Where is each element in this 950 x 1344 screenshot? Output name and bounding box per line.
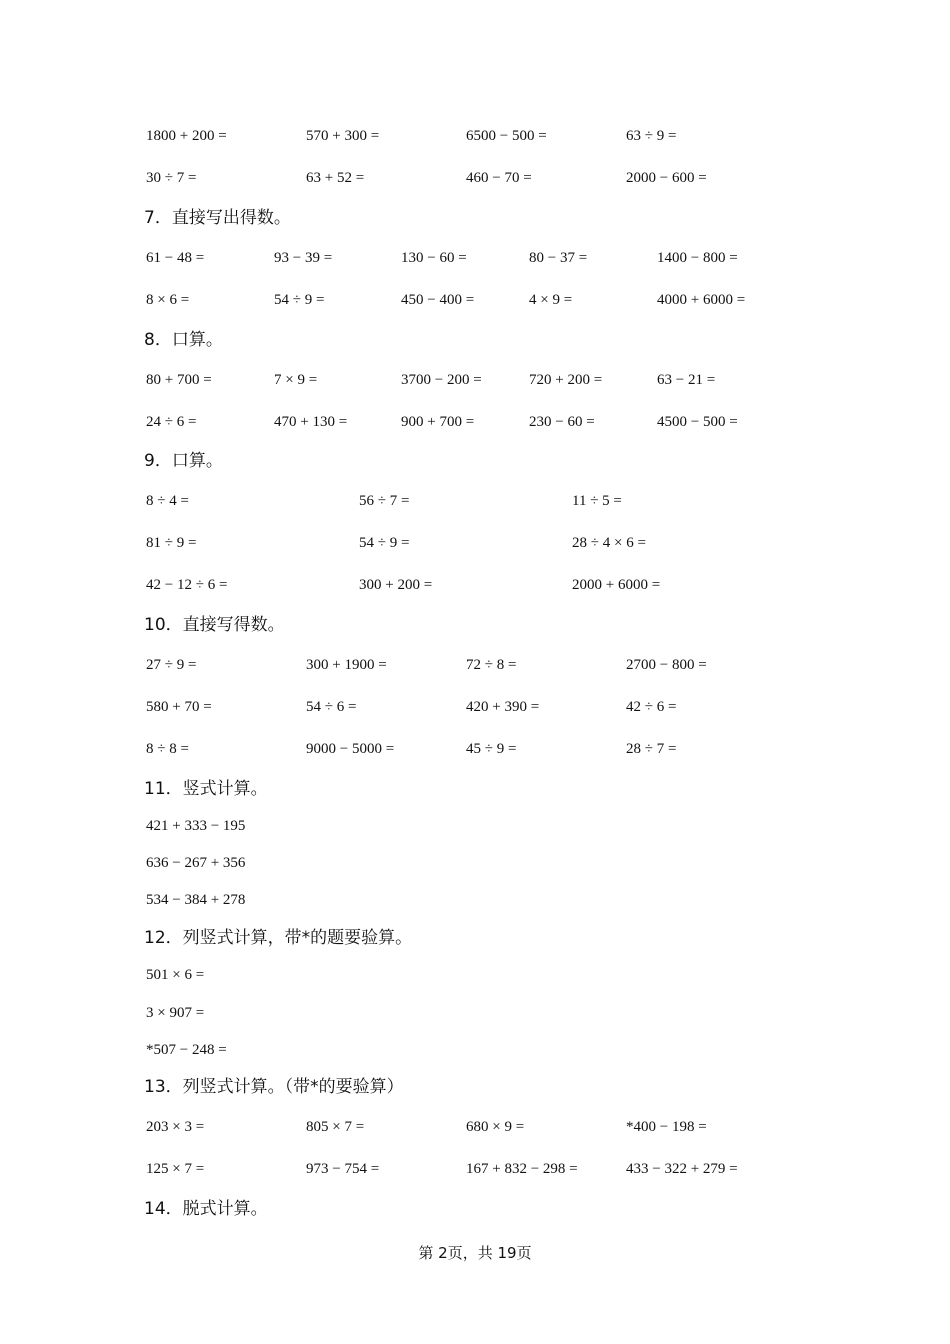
exercise-row	[0, 888, 950, 912]
expression: 28 ÷ 7 =	[626, 741, 677, 757]
exercise-row	[0, 368, 950, 392]
expression: 580 + 70 =	[146, 699, 212, 715]
exercise-row	[0, 573, 950, 597]
expression: 61 − 48 =	[146, 250, 205, 266]
exercise-row	[0, 531, 950, 555]
expression: 27 ÷ 9 =	[146, 657, 197, 673]
expression: 720 + 200 =	[529, 372, 603, 388]
expression: 805 × 7 =	[306, 1119, 365, 1135]
expression: 81 ÷ 9 =	[146, 535, 197, 551]
expression: 1400 − 800 =	[657, 250, 738, 266]
expression: 2000 + 6000 =	[572, 577, 661, 593]
expression: 433 − 322 + 279 =	[626, 1161, 738, 1177]
expression: 230 − 60 =	[529, 414, 595, 430]
exercise-row	[0, 288, 950, 312]
expression: 54 ÷ 9 =	[274, 292, 325, 308]
exercise-row	[0, 124, 950, 148]
expression: 42 ÷ 6 =	[626, 699, 677, 715]
question-heading: 8．口算。	[144, 330, 223, 350]
expression: 8 ÷ 8 =	[146, 741, 189, 757]
expression: 28 ÷ 4 × 6 =	[572, 535, 646, 551]
expression: 3700 − 200 =	[401, 372, 482, 388]
expression: 130 − 60 =	[401, 250, 467, 266]
exercise-row	[0, 166, 950, 190]
exercise-row	[0, 737, 950, 761]
expression: 45 ÷ 9 =	[466, 741, 517, 757]
expression: 72 ÷ 8 =	[466, 657, 517, 673]
exercise-row	[0, 695, 950, 719]
expression: 4 × 9 =	[529, 292, 573, 308]
expression: 470 + 130 =	[274, 414, 348, 430]
expression: 93 − 39 =	[274, 250, 333, 266]
question-heading: 9．口算。	[144, 451, 223, 471]
expression: 8 ÷ 4 =	[146, 493, 189, 509]
expression: 24 ÷ 6 =	[146, 414, 197, 430]
expression: 42 − 12 ÷ 6 =	[146, 577, 228, 593]
expression: 534 − 384 + 278	[146, 892, 246, 908]
expression: 80 + 700 =	[146, 372, 212, 388]
expression: 63 − 21 =	[657, 372, 716, 388]
expression: 460 − 70 =	[466, 170, 532, 186]
exercise-row	[0, 814, 950, 838]
expression: 2700 − 800 =	[626, 657, 707, 673]
expression: 167 + 832 − 298 =	[466, 1161, 578, 1177]
expression: 4000 + 6000 =	[657, 292, 746, 308]
expression: *507 − 248 =	[146, 1042, 227, 1058]
expression: 636 − 267 + 356	[146, 855, 246, 871]
expression: 30 ÷ 7 =	[146, 170, 197, 186]
expression: 6500 − 500 =	[466, 128, 547, 144]
expression: 4500 − 500 =	[657, 414, 738, 430]
expression: 125 × 7 =	[146, 1161, 205, 1177]
expression: 680 × 9 =	[466, 1119, 525, 1135]
expression: 7 × 9 =	[274, 372, 318, 388]
exercise-row	[0, 1038, 950, 1062]
exercise-row	[0, 246, 950, 270]
expression: 300 + 200 =	[359, 577, 433, 593]
question-heading: 7．直接写出得数。	[144, 208, 291, 228]
exercise-row	[0, 653, 950, 677]
expression: 80 − 37 =	[529, 250, 588, 266]
exercise-row	[0, 1115, 950, 1139]
expression: 1800 + 200 =	[146, 128, 227, 144]
question-heading: 13．列竖式计算。（带*的要验算）	[144, 1077, 404, 1097]
expression: 2000 − 600 =	[626, 170, 707, 186]
exercise-row	[0, 963, 950, 987]
question-heading: 12．列竖式计算，带*的题要验算。	[144, 928, 413, 948]
exercise-row	[0, 489, 950, 513]
expression: 9000 − 5000 =	[306, 741, 395, 757]
expression: 8 × 6 =	[146, 292, 190, 308]
expression: 56 ÷ 7 =	[359, 493, 410, 509]
exercise-row	[0, 851, 950, 875]
expression: 300 + 1900 =	[306, 657, 387, 673]
expression: 54 ÷ 6 =	[306, 699, 357, 715]
expression: 54 ÷ 9 =	[359, 535, 410, 551]
expression: 11 ÷ 5 =	[572, 493, 622, 509]
question-heading: 14．脱式计算。	[144, 1199, 268, 1219]
expression: 63 + 52 =	[306, 170, 365, 186]
exercise-row	[0, 1001, 950, 1025]
expression: 203 × 3 =	[146, 1119, 205, 1135]
exercise-row	[0, 1157, 950, 1181]
question-heading: 10．直接写得数。	[144, 615, 285, 635]
expression: 421 + 333 − 195	[146, 818, 246, 834]
page-footer: 第 2页，共 19页	[418, 1244, 532, 1262]
expression: 973 − 754 =	[306, 1161, 380, 1177]
question-heading: 11．竖式计算。	[144, 779, 268, 799]
expression: 3 × 907 =	[146, 1005, 205, 1021]
expression: 501 × 6 =	[146, 967, 205, 983]
expression: 63 ÷ 9 =	[626, 128, 677, 144]
expression: 450 − 400 =	[401, 292, 475, 308]
expression: *400 − 198 =	[626, 1119, 707, 1135]
exercise-row	[0, 410, 950, 434]
expression: 570 + 300 =	[306, 128, 380, 144]
expression: 900 + 700 =	[401, 414, 475, 430]
expression: 420 + 390 =	[466, 699, 540, 715]
